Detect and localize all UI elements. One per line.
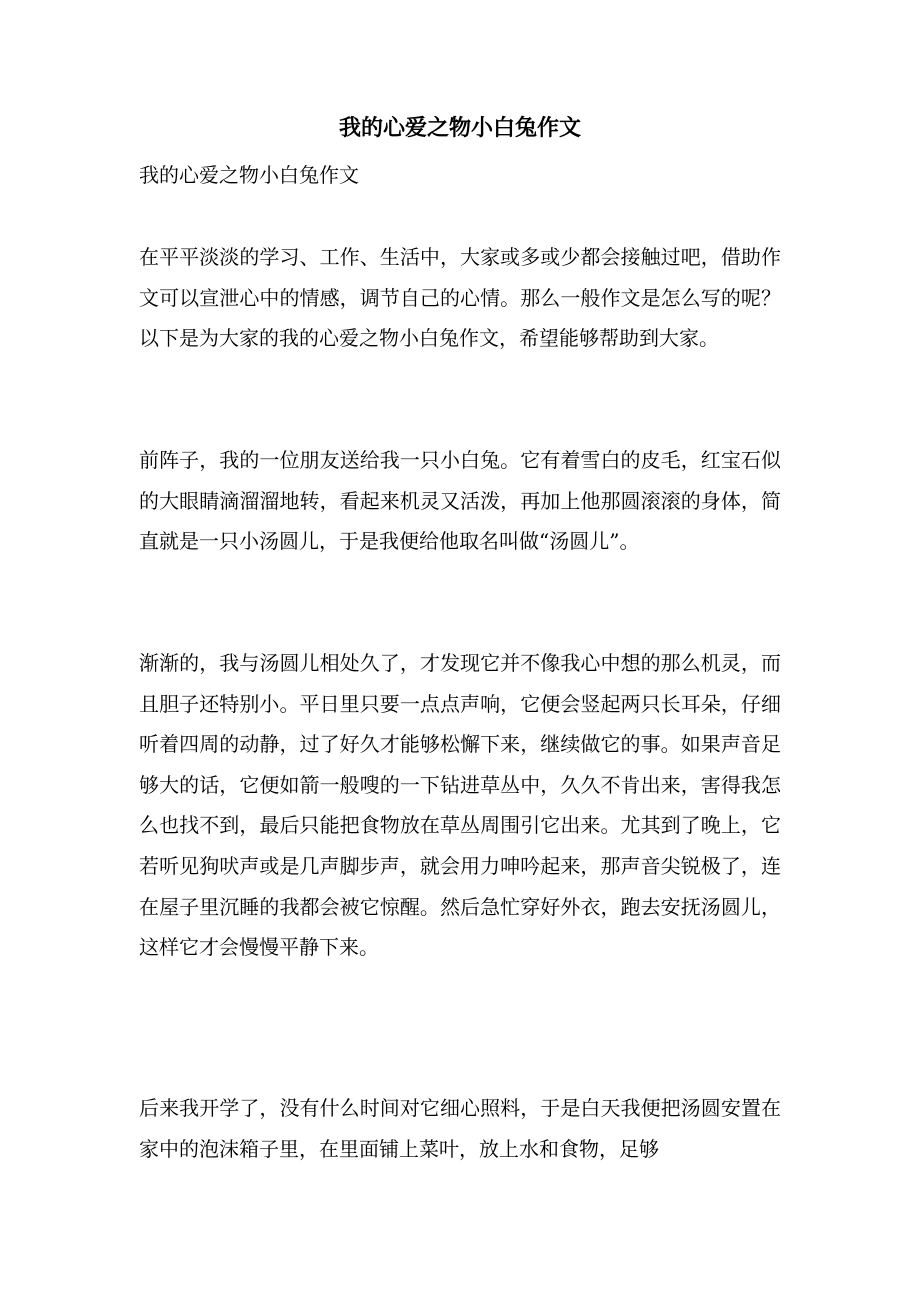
paragraph-school: 后来我开学了，没有什么时间对它细心照料，于是白天我便把汤圆安置在家中的泡沫箱子里，在里面铺上菜叶，放上水和食物，足够 bbox=[139, 1096, 781, 1161]
document-subtitle: 我的心爱之物小白兔作文 bbox=[139, 163, 359, 187]
paragraph-timid: 渐渐的，我与汤圆儿相处久了，才发现它并不像我心中想的那么机灵，而且胆子还特别小。平日里只要一点点声响，它便会竖起两只长耳朵，仔细听着四周的动静，过了好久才能够松懈下来，继续做它的事。如果声音足够大的话，它便如箭一般嗖的一下钻进草丛中，久久不肯出来，害得我怎么也找不到，最后只能把食物放在草丛周围引它出来。尤其到了晚上，它若听见狗吠声或是几声脚步声，就会用力呻吟起来，那声音尖锐极了，连在屋子里沉睡的我都会被它惊醒。然后急忙穿好外衣，跑去安抚汤圆儿，这样它才会慢慢平静下来。 bbox=[139, 651, 781, 960]
document-title: 我的心爱之物小白兔作文 bbox=[338, 115, 581, 141]
paragraph-intro: 在平平淡淡的学习、工作、生活中，大家或多或少都会接触过吧，借助作文可以宣泄心中的情感，调节自己的心情。那么一般作文是怎么写的呢？以下是为大家的我的心爱之物小白兔作文，希望能够帮助到大家。 bbox=[139, 245, 781, 351]
paragraph-gift: 前阵子，我的一位朋友送给我一只小白兔。它有着雪白的皮毛，红宝石似的大眼睛滴溜溜地转，看起来机灵又活泼，再加上他那圆滚滚的身体，简直就是一只小汤圆儿，于是我便给他取名叫做“汤圆儿”。 bbox=[139, 448, 781, 554]
